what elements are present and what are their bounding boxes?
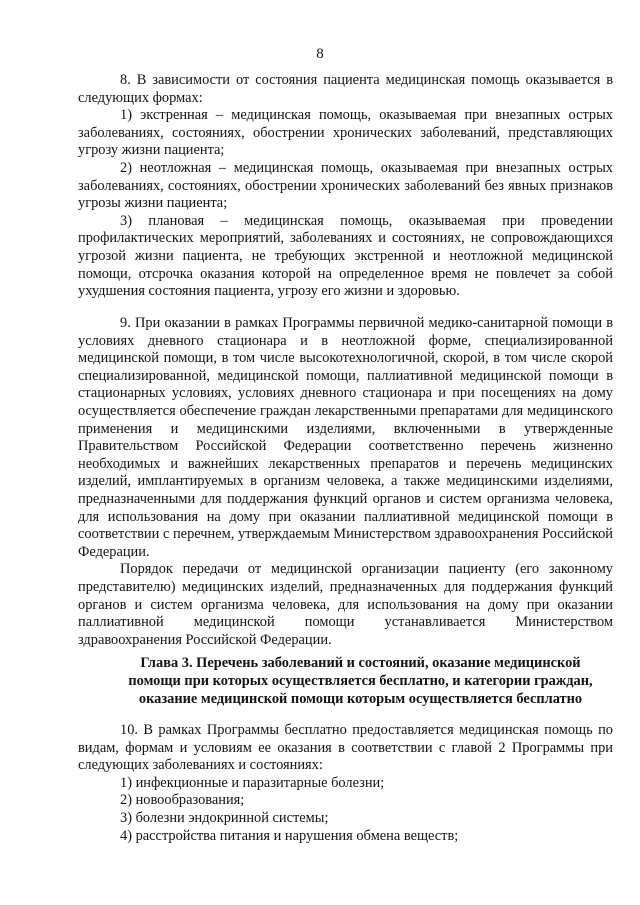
chapter-3-heading [78,654,613,708]
section-8-intro: 8. В зависимости от состояния пациента медицинская помощь оказывается в следующих формах: [78,72,613,106]
list-item: 2) новообразования; [120,792,245,809]
disease-list [78,775,613,845]
section-9 [78,315,613,649]
section-10 [78,722,613,845]
list-item: 1) инфекционные и паразитарные болезни; [120,774,385,791]
section-8 [78,72,613,301]
list-item: 3) болезни эндокринной системы; [120,809,329,826]
section-8-item-1: 1) экстренная – медицинская помощь, оказываемая при внезапных острых заболеваниях, состояниях, обострении хронических заболеваний, представляющих угрозу жизни пациента; [78,107,613,159]
section-10-intro: 10. В рамках Программы бесплатно предоставляется медицинская помощь по видам, формам и условиям ее оказания в соответствии с главой 2 Программы при следующих заболеваниях и состояниях: [78,722,613,774]
section-9-paragraph-2: Порядок передачи от медицинской организации пациенту (его законному представителю) медицинских изделий, предназначенных для поддержания функций органов и систем организма человека, для использования на дому при оказании паллиативной медицинской помощи устанавливается Министерством здравоохранения Российской Федерации. [78,561,613,648]
chapter-3-heading-line-3: оказание медицинской помощи которым осуществляется бесплатно [138,691,583,707]
chapter-3-heading-line-1: Глава 3. Перечень заболеваний и состояний, оказание медицинской [140,655,581,671]
list-item: 4) расстройства питания и нарушения обмена веществ; [120,827,459,844]
section-8-item-3: 3) плановая – медицинская помощь, оказываемая при проведении профилактических мероприятий, заболеваниях и состояниях, не сопровождающихся угрозой жизни пациента, не требующих экстренной и неотложной медицинской помощи, отсрочка оказания которой на определенное время не повлечет за собой ухудшения состояния пациента, угрозу его жизни и здоровью. [78,212,613,300]
section-8-item-2: 2) неотложная – медицинская помощь, оказываемая при внезапных острых заболеваниях, состояниях, обострении хронических заболеваний без явных признаков угрозы жизни пациента; [78,159,613,212]
section-9-paragraph-1: 9. При оказании в рамках Программы первичной медико-санитарной помощи в условиях дневного стационара и в неотложной форме, специализированной медицинской помощи, в том числе высокотехнологичной, скорой, в том числе скорой специализированной, медицинской помощи, паллиативной медицинской помощи в стационарных условиях, условиях дневного стационара и при посещениях на дому осуществляется обеспечение граждан лекарственными препаратами для медицинского применения и медицинскими изделиями, включенными в утвержденные Правительством Российской Федерации соответственно перечень жизненно необходимых и важнейших лекарственных препаратов и перечень медицинских изделий, имплантируемых в организм человека, а также медицинскими изделиями, предназначенными для поддержания функций органов и систем организма человека, для использования на дому при оказании паллиативной медицинской помощи в соответствии с перечнем, утверждаемым Министерством здравоохранения Российской Федерации. [78,315,613,560]
chapter-3-heading-line-2: помощи при которых осуществляется бесплатно, и категории граждан, [128,673,593,689]
page-number: 8 [316,46,324,62]
